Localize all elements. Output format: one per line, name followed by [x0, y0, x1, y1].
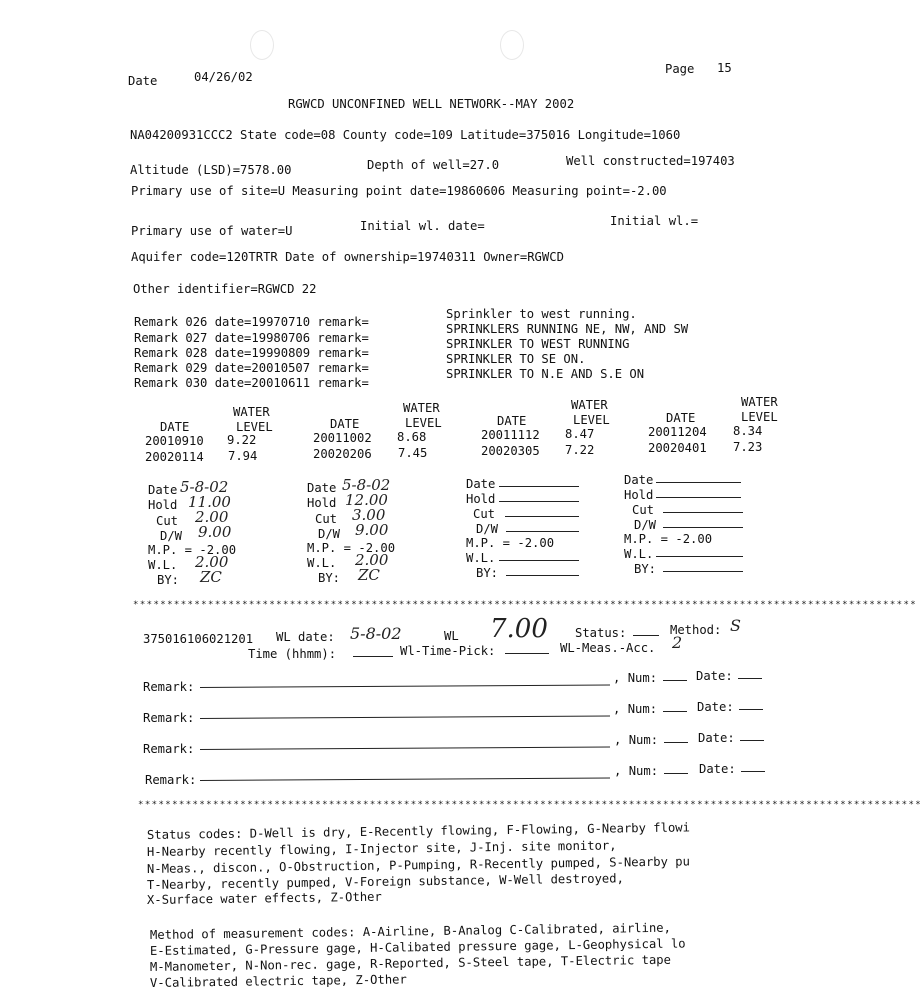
num-field[interactable]	[663, 680, 687, 681]
mp-label: M.P. = -2.00	[148, 543, 237, 557]
date-field[interactable]: 5-8-02	[180, 478, 229, 496]
aquifer-line: Aquifer code=120TRTR Date of ownership=19740311 Owner=RGWCD	[131, 250, 564, 264]
site-id: 375016106021201	[143, 632, 254, 646]
wl-value: 8.34	[733, 424, 763, 438]
page-title: RGWCD UNCONFINED WELL NETWORK--MAY 2002	[288, 97, 575, 111]
col-water-header: WATER	[233, 405, 270, 419]
wl-label: WL	[444, 629, 459, 643]
by-label: BY:	[476, 566, 499, 580]
date-label: Date	[148, 483, 178, 497]
wl-value: 7.45	[398, 446, 428, 460]
remark-field[interactable]	[200, 684, 610, 688]
initial-wl-date: Initial wl. date=	[360, 219, 485, 233]
date-field[interactable]	[738, 678, 762, 679]
wl-field[interactable]	[499, 560, 579, 561]
remark-text: SPRINKLER TO SE ON.	[446, 352, 586, 366]
wl-date: 20020401	[648, 441, 707, 455]
wl-date: 20011002	[313, 431, 372, 445]
wl-field[interactable]	[656, 556, 743, 557]
method-codes-line: Method of measurement codes: A-Airline, B-Analog C-Calibrated, airline,	[149, 920, 672, 942]
cut-field[interactable]: 3.00	[352, 506, 386, 524]
date-field[interactable]: 5-8-02	[342, 476, 391, 494]
site-info-line-1: NA04200931CCC2 State code=08 County code=109 Latitude=375016 Longitude=1060	[130, 128, 681, 142]
by-field[interactable]	[506, 575, 579, 576]
status-codes-line: N-Meas., discon., O-Obstruction, P-Pumping, R-Recently pumped, S-Nearby pu	[146, 854, 691, 876]
dw-field[interactable]: 9.00	[355, 521, 389, 539]
status-codes-line: Status codes: D-Well is dry, E-Recently flowing, F-Flowing, G-Nearby flowi	[146, 820, 691, 842]
method-field[interactable]: S	[730, 616, 741, 635]
remark-label: Remark:	[143, 711, 195, 725]
wl-label: W.L.	[148, 558, 178, 572]
num-field[interactable]	[664, 742, 688, 743]
by-label: BY:	[157, 573, 180, 587]
dw-field[interactable]	[663, 527, 743, 528]
hold-field[interactable]	[499, 501, 579, 502]
wl-meas-acc-field[interactable]: 2	[672, 633, 683, 652]
wl-date-field[interactable]: 5-8-02	[350, 624, 402, 643]
method-codes-line: M-Manometer, N-Non-rec. gage, R-Reported, S-Steel tape, T-Electric tape	[149, 952, 672, 974]
remark-left: Remark 027 date=19980706 remark=	[134, 331, 369, 345]
by-field[interactable]: ZC	[200, 568, 222, 586]
site-info-line-3: Primary use of site=U Measuring point date=19860606 Measuring point=-2.00	[131, 184, 667, 198]
remark-left: Remark 029 date=20010507 remark=	[134, 361, 369, 375]
hold-field[interactable]: 12.00	[345, 491, 388, 509]
date-field[interactable]	[739, 709, 763, 710]
by-field[interactable]	[663, 571, 743, 572]
status-field[interactable]	[633, 635, 659, 636]
remark-label: Remark:	[145, 773, 197, 787]
col-date-header: DATE	[497, 414, 527, 428]
wl-label: W.L.	[307, 556, 337, 570]
date-label: Date	[128, 74, 158, 88]
mp-label: M.P. = -2.00	[624, 532, 713, 546]
depth-of-well: Depth of well=27.0	[367, 158, 500, 172]
cut-field[interactable]	[505, 516, 579, 517]
remark-text: Sprinkler to west running.	[446, 307, 637, 321]
wl-value: 7.94	[228, 449, 258, 463]
col-level-header: LEVEL	[236, 420, 273, 434]
page-number: 15	[717, 61, 732, 75]
cut-field[interactable]: 2.00	[195, 508, 229, 526]
status-codes-line: H-Nearby recently flowing, I-Injector site, J-Inj. site monitor,	[146, 838, 617, 859]
col-level-header: LEVEL	[405, 416, 442, 430]
col-water-header: WATER	[403, 401, 440, 415]
wl-field[interactable]: 7.00	[490, 614, 548, 644]
remark-text: SPRINKLER TO WEST RUNNING	[446, 337, 630, 351]
cut-label: Cut	[632, 503, 655, 517]
wl-date: 20020206	[313, 447, 372, 461]
status-codes-line: T-Nearby, recently pumped, V-Foreign substance, W-Well destroyed,	[146, 871, 624, 892]
date-label: Date	[624, 473, 654, 487]
num-field[interactable]	[664, 773, 688, 774]
date-label: Date:	[696, 669, 733, 683]
cut-label: Cut	[156, 514, 179, 528]
wl-value: 7.22	[565, 443, 595, 457]
wl-value: 9.22	[227, 433, 257, 447]
method-label: Method:	[670, 623, 722, 637]
wl-field[interactable]: 2.00	[195, 553, 229, 571]
wl-field[interactable]: 2.00	[355, 551, 389, 569]
initial-wl: Initial wl.=	[610, 214, 699, 228]
mp-label: M.P. = -2.00	[466, 536, 555, 550]
col-date-header: DATE	[160, 420, 190, 434]
cut-label: Cut	[473, 507, 496, 521]
primary-use-water: Primary use of water=U	[131, 224, 293, 238]
report-date: 04/26/02	[194, 70, 253, 84]
num-label: , Num:	[613, 671, 658, 685]
page-label: Page	[665, 62, 695, 76]
wl-meas-acc-label: WL-Meas.-Acc.	[560, 641, 656, 655]
remark-label: Remark:	[143, 680, 195, 694]
remark-left: Remark 030 date=20010611 remark=	[134, 376, 369, 390]
dw-field[interactable]	[506, 531, 579, 532]
remark-left: Remark 028 date=19990809 remark=	[134, 346, 369, 360]
status-label: Status:	[575, 626, 627, 640]
wl-date: 20020114	[145, 450, 204, 464]
remark-text: SPRINKLERS RUNNING NE, NW, AND SW	[446, 322, 689, 336]
well-constructed: Well constructed=197403	[566, 154, 735, 168]
punch-hole-right	[500, 30, 524, 60]
hold-label: Hold	[466, 492, 496, 506]
wl-date: 20011204	[648, 425, 707, 439]
date-field[interactable]	[656, 482, 741, 483]
dw-label: D/W	[476, 522, 499, 536]
method-codes-line: V-Calibrated electric tape, Z-Other	[149, 972, 407, 990]
remark-label: Remark:	[143, 742, 195, 756]
dw-label: D/W	[160, 529, 183, 543]
num-label: , Num:	[614, 764, 659, 778]
divider-stars: *******************************************************************************************************************	[133, 600, 918, 610]
wl-date: 20011112	[481, 428, 540, 442]
remark-left: Remark 026 date=19970710 remark=	[134, 315, 369, 329]
cut-field[interactable]	[663, 512, 743, 513]
date-label: Date	[307, 481, 337, 495]
hold-field[interactable]	[656, 497, 741, 498]
altitude: Altitude (LSD)=7578.00	[130, 163, 292, 177]
time-label: Time (hhmm):	[248, 647, 337, 661]
wl-time-pick-label: Wl-Time-Pick:	[400, 644, 496, 658]
col-water-header: WATER	[741, 395, 778, 409]
col-level-header: LEVEL	[741, 410, 778, 424]
by-label: BY:	[634, 562, 657, 576]
date-label: Date:	[697, 700, 734, 714]
dw-label: D/W	[318, 527, 341, 541]
col-date-header: DATE	[330, 417, 360, 431]
other-identifier: Other identifier=RGWCD 22	[133, 282, 317, 296]
date-field[interactable]	[740, 740, 764, 741]
wl-label: W.L.	[624, 547, 654, 561]
wl-value: 8.47	[565, 427, 595, 441]
hold-label: Hold	[624, 488, 654, 502]
mp-label: M.P. = -2.00	[307, 541, 396, 555]
divider-stars: *******************************************************************************************************************	[138, 800, 922, 810]
dw-label: D/W	[634, 518, 657, 532]
wl-value: 7.23	[733, 440, 763, 454]
time-field[interactable]	[353, 656, 393, 657]
wl-value: 8.68	[397, 430, 427, 444]
cut-label: Cut	[315, 512, 338, 526]
num-field[interactable]	[663, 711, 687, 712]
hold-label: Hold	[148, 498, 178, 512]
wl-date: 20010910	[145, 434, 204, 448]
date-field[interactable]	[499, 486, 579, 487]
remark-field[interactable]	[200, 746, 610, 750]
col-level-header: LEVEL	[573, 413, 610, 427]
col-water-header: WATER	[571, 398, 608, 412]
remark-field[interactable]	[200, 777, 610, 781]
dw-field[interactable]: 9.00	[198, 523, 232, 541]
remark-text: SPRINKLER TO N.E AND S.E ON	[446, 367, 645, 381]
hold-label: Hold	[307, 496, 337, 510]
date-label: Date:	[698, 731, 735, 745]
hold-field[interactable]: 11.00	[188, 493, 231, 511]
status-codes-line: X-Surface water effects, Z-Other	[146, 889, 382, 907]
punch-hole-left	[250, 30, 274, 60]
date-label: Date	[466, 477, 496, 491]
wl-date: 20020305	[481, 444, 540, 458]
by-label: BY:	[318, 571, 341, 585]
wl-label: W.L.	[466, 551, 496, 565]
by-field[interactable]: ZC	[358, 566, 380, 584]
remark-field[interactable]	[200, 715, 610, 719]
method-codes-line: E-Estimated, G-Pressure gage, H-Calibated pressure gage, L-Geophysical lo	[149, 936, 686, 958]
date-field[interactable]	[741, 771, 765, 772]
wl-time-pick-field[interactable]	[505, 653, 549, 654]
num-label: , Num:	[613, 702, 658, 716]
num-label: , Num:	[614, 733, 659, 747]
col-date-header: DATE	[666, 411, 696, 425]
date-label: Date:	[699, 762, 736, 776]
wl-date-label: WL date:	[276, 630, 335, 644]
